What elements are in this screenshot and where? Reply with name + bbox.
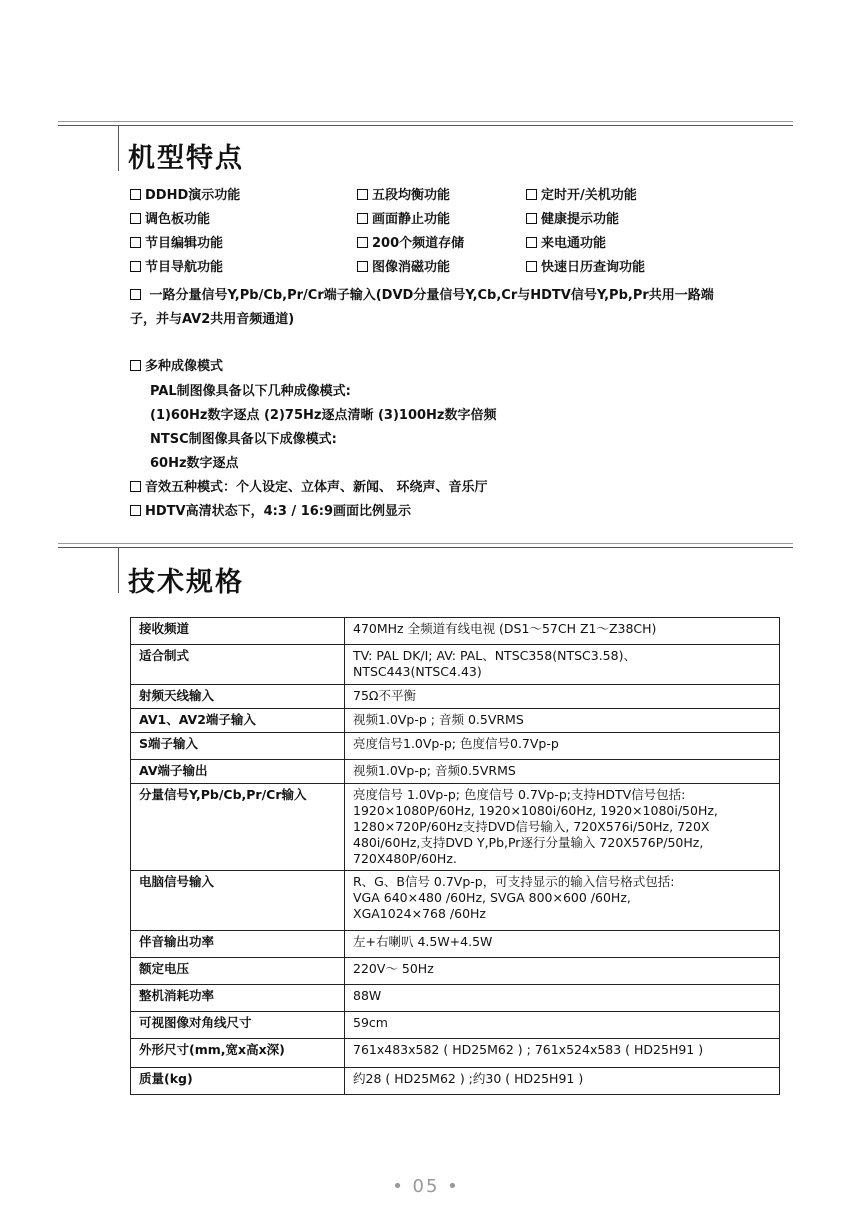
checkbox-icon (130, 289, 141, 300)
checkbox-icon (130, 481, 141, 492)
spec-value: 视频1.0Vp-p ; 音频 0.5VRMS (345, 709, 780, 733)
spec-value: 59cm (345, 1012, 780, 1039)
spec-row (131, 1039, 780, 1068)
checkbox-icon (526, 237, 537, 248)
spec-value: 亮度信号 1.0Vp-p; 色度信号 0.7Vp-p;支持HDTV信号包括: 1920×1080P/60Hz, 1920×1080i/60Hz, 1920×1080i/50Hz, 1280×720P/60Hz支持DVD信号输入, 720X576i/50Hz, 720X 480i/60Hz,支持DVD Y,Pb,Pr逐行分量输入 720X576P/50Hz, 720X480P/60Hz. (345, 784, 780, 871)
checkbox-icon (130, 213, 141, 224)
spec-value: 220V～ 50Hz (345, 958, 780, 985)
spec-value: R、G、B信号 0.7Vp-p，可支持显示的输入信号格式包括: VGA 640×480 /60Hz, SVGA 800×600 /60Hz, XGA1024×768 /60Hz (345, 871, 780, 931)
checkbox-icon (526, 261, 537, 272)
spec-row (131, 958, 780, 985)
checkbox-icon (130, 237, 141, 248)
spec-key: 额定电压 (131, 958, 345, 985)
spec-row (131, 784, 780, 871)
section-top-rule-inner (58, 547, 793, 548)
spec-row (131, 985, 780, 1012)
spec-value: 亮度信号1.0Vp-p; 色度信号0.7Vp-p (345, 733, 780, 760)
spec-value: 左+右喇叭 4.5W+4.5W (345, 931, 780, 958)
section-vertical-bar (118, 125, 119, 171)
imaging-mode-line: NTSC制图像具备以下成像模式: (150, 432, 337, 447)
feature-item: 五段均衡功能 (357, 184, 450, 203)
spec-key: 适合制式 (131, 645, 345, 685)
spec-row (131, 709, 780, 733)
spec-value: 470MHz 全频道有线电视 (DS1～57CH Z1～Z38CH) (345, 618, 780, 645)
spec-key: S端子输入 (131, 733, 345, 760)
spec-key: 质量(kg) (131, 1068, 345, 1095)
checkbox-icon (130, 505, 141, 516)
section-vertical-bar (118, 547, 119, 593)
spec-key: 伴音输出功率 (131, 931, 345, 958)
spec-row (131, 1068, 780, 1095)
spec-key: 外形尺寸(mm,宽x高x深) (131, 1039, 345, 1068)
checkbox-icon (526, 213, 537, 224)
section-title-specs: 技术规格 (128, 567, 244, 598)
spec-row (131, 931, 780, 958)
spec-row (131, 645, 780, 685)
spec-row (131, 685, 780, 709)
component-input-line: 一路分量信号Y,Pb/Cb,Pr/Cr端子输入(DVD分量信号Y,Cb,Cr与HDTV信号Y,Pb,Pr共用一路端 (130, 284, 714, 303)
spec-value: 视频1.0Vp-p; 音频0.5VRMS (345, 760, 780, 784)
spec-value: 约28 ( HD25M62 ) ;约30 ( HD25H91 ) (345, 1068, 780, 1095)
spec-key: 分量信号Y,Pb/Cb,Pr/Cr输入 (131, 784, 345, 871)
section-top-rule (58, 121, 793, 122)
spec-key: 射频天线输入 (131, 685, 345, 709)
section-top-rule (58, 543, 793, 544)
feature-item: 健康提示功能 (526, 208, 619, 227)
checkbox-icon (357, 261, 368, 272)
feature-item: 定时开/关机功能 (526, 184, 637, 203)
feature-item: 调色板功能 (130, 208, 210, 227)
feature-item: DDHD演示功能 (130, 184, 240, 203)
spec-key: 整机消耗功率 (131, 985, 345, 1012)
spec-key: 接收频道 (131, 618, 345, 645)
spec-row (131, 871, 780, 931)
spec-value: TV: PAL DK/I; AV: PAL、NTSC358(NTSC3.58)、 NTSC443(NTSC4.43) (345, 645, 780, 685)
section-title-features: 机型特点 (128, 143, 244, 174)
spec-row (131, 760, 780, 784)
checkbox-icon (357, 237, 368, 248)
component-input-line-cont: 子，并与AV2共用音频通道) (130, 312, 295, 327)
spec-key: AV端子输出 (131, 760, 345, 784)
feature-item: 来电通功能 (526, 232, 606, 251)
spec-table (130, 617, 780, 1095)
checkbox-icon (130, 360, 141, 371)
feature-item: 节目编辑功能 (130, 232, 223, 251)
imaging-mode-line: 60Hz数字逐点 (150, 456, 239, 471)
spec-row (131, 733, 780, 760)
checkbox-icon (357, 189, 368, 200)
spec-row (131, 618, 780, 645)
imaging-modes-title: 多种成像模式 (130, 355, 223, 374)
imaging-mode-line: (1)60Hz数字逐点 (2)75Hz逐点清晰 (3)100Hz数字倍频 (150, 408, 497, 423)
spec-row (131, 1012, 780, 1039)
feature-item: 快速日历查询功能 (526, 256, 645, 275)
feature-item: 200个频道存储 (357, 232, 464, 251)
imaging-mode-line: PAL制图像具备以下几种成像模式: (150, 384, 351, 399)
hdtv-aspect-line: HDTV高清状态下，4:3 / 16:9画面比例显示 (130, 500, 411, 519)
sound-modes-line: 音效五种模式：个人设定、立体声、新闻、 环绕声、音乐厅 (130, 476, 488, 495)
spec-key: 可视图像对角线尺寸 (131, 1012, 345, 1039)
spec-value: 88W (345, 985, 780, 1012)
checkbox-icon (357, 213, 368, 224)
checkbox-icon (130, 189, 141, 200)
page-number: • 05 • (392, 1176, 460, 1197)
feature-item: 节目导航功能 (130, 256, 223, 275)
spec-key: 电脑信号输入 (131, 871, 345, 931)
spec-value: 75Ω不平衡 (345, 685, 780, 709)
spec-value: 761x483x582 ( HD25M62 ) ; 761x524x583 ( HD25H91 ) (345, 1039, 780, 1068)
feature-item: 图像消磁功能 (357, 256, 450, 275)
feature-item: 画面静止功能 (357, 208, 450, 227)
section-top-rule-inner (58, 125, 793, 126)
checkbox-icon (526, 189, 537, 200)
checkbox-icon (130, 261, 141, 272)
spec-key: AV1、AV2端子输入 (131, 709, 345, 733)
